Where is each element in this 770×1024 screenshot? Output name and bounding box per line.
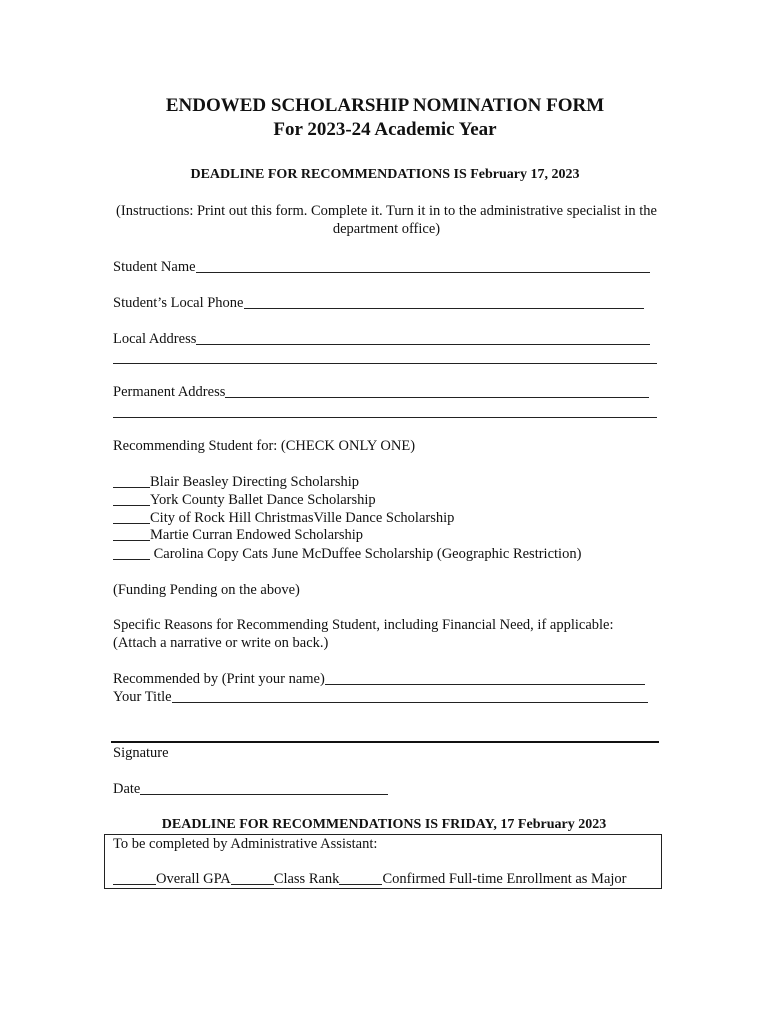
- recommending-for-heading: Recommending Student for: (CHECK ONLY ONE): [113, 438, 416, 454]
- local-phone-line[interactable]: [244, 307, 644, 309]
- student-name-line[interactable]: [196, 271, 650, 273]
- checkbox-blank[interactable]: [113, 539, 150, 541]
- scholarship-option[interactable]: [113, 546, 581, 563]
- scholarship-label: Martie Curran Endowed Scholarship: [150, 527, 364, 543]
- scholarship-option[interactable]: [113, 474, 359, 491]
- enrollment-label: Confirmed Full-time Enrollment as Major: [382, 871, 627, 887]
- your-title-field[interactable]: [113, 689, 648, 706]
- date-field[interactable]: [113, 781, 388, 798]
- checkbox-blank[interactable]: [113, 486, 150, 488]
- local-address-line-2[interactable]: [113, 363, 657, 364]
- scholarship-option[interactable]: [113, 527, 363, 544]
- class-rank-label: Class Rank: [273, 871, 340, 887]
- admin-box-fields: [113, 871, 626, 888]
- local-phone-label: Student’s Local Phone: [113, 295, 244, 311]
- local-address-label: Local Address: [113, 331, 197, 347]
- checkbox-blank[interactable]: [113, 558, 150, 560]
- date-label: Date: [113, 781, 141, 797]
- scholarship-option[interactable]: [113, 510, 454, 527]
- recommended-by-label: Recommended by (Print your name): [113, 671, 325, 687]
- class-rank-blank[interactable]: [231, 883, 274, 885]
- reasons-text: Specific Reasons for Recommending Student, including Financial Need, if applicable:: [113, 617, 614, 633]
- student-name-field[interactable]: [113, 259, 650, 276]
- checkbox-blank[interactable]: [113, 504, 150, 506]
- gpa-blank[interactable]: [113, 883, 156, 885]
- deadline-notice-top: DEADLINE FOR RECOMMENDATIONS IS February 17, 2023: [190, 167, 580, 182]
- permanent-address-field[interactable]: [113, 384, 649, 401]
- admin-assistant-box: [104, 834, 662, 889]
- form-subtitle: For 2023-24 Academic Year: [273, 119, 497, 140]
- scholarship-label: Blair Beasley Directing Scholarship: [150, 474, 359, 490]
- scholarship-option[interactable]: [113, 492, 376, 509]
- checkbox-blank[interactable]: [113, 522, 150, 524]
- scholarship-label: City of Rock Hill ChristmasVille Dance Scholarship: [150, 510, 455, 526]
- reasons-attach-note: (Attach a narrative or write on back.): [113, 635, 329, 651]
- recommended-by-field[interactable]: [113, 671, 645, 688]
- recommended-by-line[interactable]: [325, 683, 645, 685]
- overall-gpa-label: Overall GPA: [156, 871, 231, 887]
- funding-note: (Funding Pending on the above): [113, 582, 300, 598]
- permanent-address-line[interactable]: [225, 396, 649, 398]
- permanent-address-line-2[interactable]: [113, 417, 657, 418]
- enrollment-blank[interactable]: [339, 883, 382, 885]
- admin-box-heading: To be completed by Administrative Assistant:: [113, 836, 378, 852]
- form-title: ENDOWED SCHOLARSHIP NOMINATION FORM: [165, 95, 605, 116]
- scholarship-label: Carolina Copy Cats June McDuffee Scholarship (Geographic Restriction): [150, 546, 582, 562]
- scholarship-label: York County Ballet Dance Scholarship: [150, 492, 376, 508]
- local-address-line[interactable]: [196, 343, 650, 345]
- date-line[interactable]: [140, 793, 388, 795]
- local-address-field[interactable]: [113, 331, 650, 348]
- local-phone-field[interactable]: [113, 295, 644, 312]
- signature-label: Signature: [113, 745, 169, 761]
- deadline-notice-bottom: DEADLINE FOR RECOMMENDATIONS IS FRIDAY, 17 February 2023: [161, 817, 607, 832]
- your-title-line[interactable]: [172, 701, 648, 703]
- student-name-label: Student Name: [113, 259, 196, 275]
- your-title-label: Your Title: [113, 689, 172, 705]
- signature-line[interactable]: [111, 741, 659, 743]
- instructions-text: (Instructions: Print out this form. Complete it. Turn it in to the administrative specialist in the department office): [116, 203, 657, 237]
- permanent-address-label: Permanent Address: [113, 384, 226, 400]
